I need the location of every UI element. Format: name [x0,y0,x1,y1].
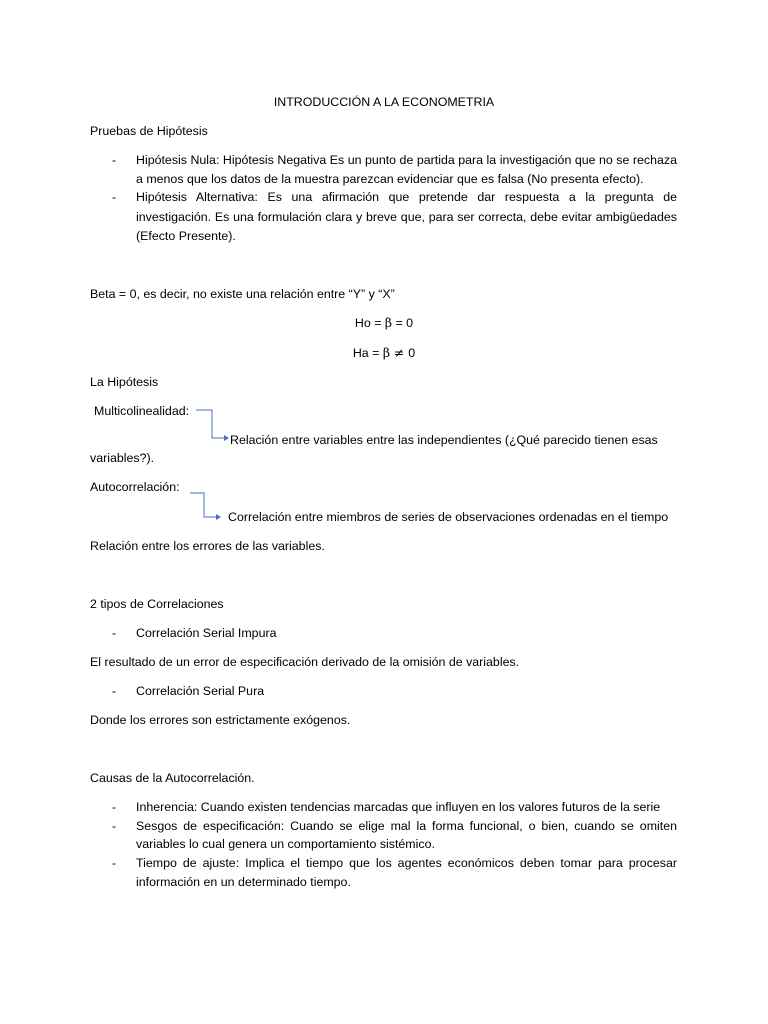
multicolinealidad-description-line1: Relación entre variables entre las independientes (¿Qué parecido tienen esas [230,433,658,447]
ho-formula-rhs: = 0 [392,316,414,330]
bullet-dash: - [112,626,117,640]
bullet-dash: - [112,819,117,833]
arrow-connector-icon [196,409,232,443]
bullet-dash: - [112,153,117,167]
autocorrelacion-description: Correlación entre miembros de series de observaciones ordenadas en el tiempo [228,510,669,524]
list-item-hipotesis-alternativa-line2: investigación. Es una formulación clara y breve que, para ser correcta, debe evitar ambigüedades [136,210,677,224]
list-item-inherencia: Inherencia: Cuando existen tendencias marcadas que influyen en los valores futuros de la serie [136,800,661,814]
list-item-sesgos-line2: variables lo cual genera un comportamiento sistémico. [136,837,435,851]
impura-description: El resultado de un error de especificación derivado de la omisión de variables. [90,655,520,669]
beta-symbol: β [382,345,390,360]
arrow-connector-icon [190,492,226,522]
section-heading-causas: Causas de la Autocorrelación. [90,771,255,785]
ha-formula-rhs: 0 [408,346,416,360]
ho-formula-lhs: Ho = [354,316,385,330]
list-item-hipotesis-alternativa-line1: Hipótesis Alternativa: Es una afirmación que pretende dar respuesta a la pregunta de [136,190,677,204]
ha-formula [0,345,768,361]
beta-symbol: β [384,315,393,330]
section-heading-la-hipotesis: La Hipótesis [90,375,159,389]
bullet-dash: - [112,190,117,204]
beta-statement: Beta = 0, es decir, no existe una relación entre “Y” y “X” [90,287,395,301]
list-item-correlacion-pura: Correlación Serial Pura [136,684,265,698]
list-item-hipotesis-alternativa-line3: (Efecto Presente). [136,229,236,243]
multicolinealidad-label: Multicolinealidad: [94,404,190,418]
autocorrelacion-label: Autocorrelación: [90,480,180,494]
not-equal-symbol: ≠ [389,345,409,360]
ha-formula-lhs: Ha = [352,346,383,360]
list-item-tiempo-ajuste-line1: Tiempo de ajuste: Implica el tiempo que los agentes económicos deben tomar para procesar [136,856,677,870]
bullet-dash: - [112,684,117,698]
section-heading-pruebas: Pruebas de Hipótesis [90,124,208,138]
pura-description: Donde los errores son estrictamente exógenos. [90,713,351,727]
list-item-hipotesis-nula-line1: Hipótesis Nula: Hipótesis Negativa Es un punto de partida para la investigación que no se rechaza [136,153,677,167]
list-item-tiempo-ajuste-line2: información en un determinado tiempo. [136,875,351,889]
relacion-errores-text: Relación entre los errores de las variables. [90,539,325,553]
list-item-correlacion-impura: Correlación Serial Impura [136,626,277,640]
bullet-dash: - [112,856,117,870]
ho-formula [0,315,768,331]
list-item-sesgos-line1: Sesgos de especificación: Cuando se elige mal la forma funcional, o bien, cuando se omiten [136,819,677,833]
bullet-dash: - [112,800,117,814]
list-item-hipotesis-nula-line2: a menos que los datos de la muestra parezcan evidenciar que es falsa (No presenta efecto). [136,172,644,186]
multicolinealidad-description-line2: variables?). [90,451,155,465]
document-title: INTRODUCCIÓN A LA ECONOMETRIA [273,95,495,109]
section-heading-tipos: 2 tipos de Correlaciones [90,597,224,611]
